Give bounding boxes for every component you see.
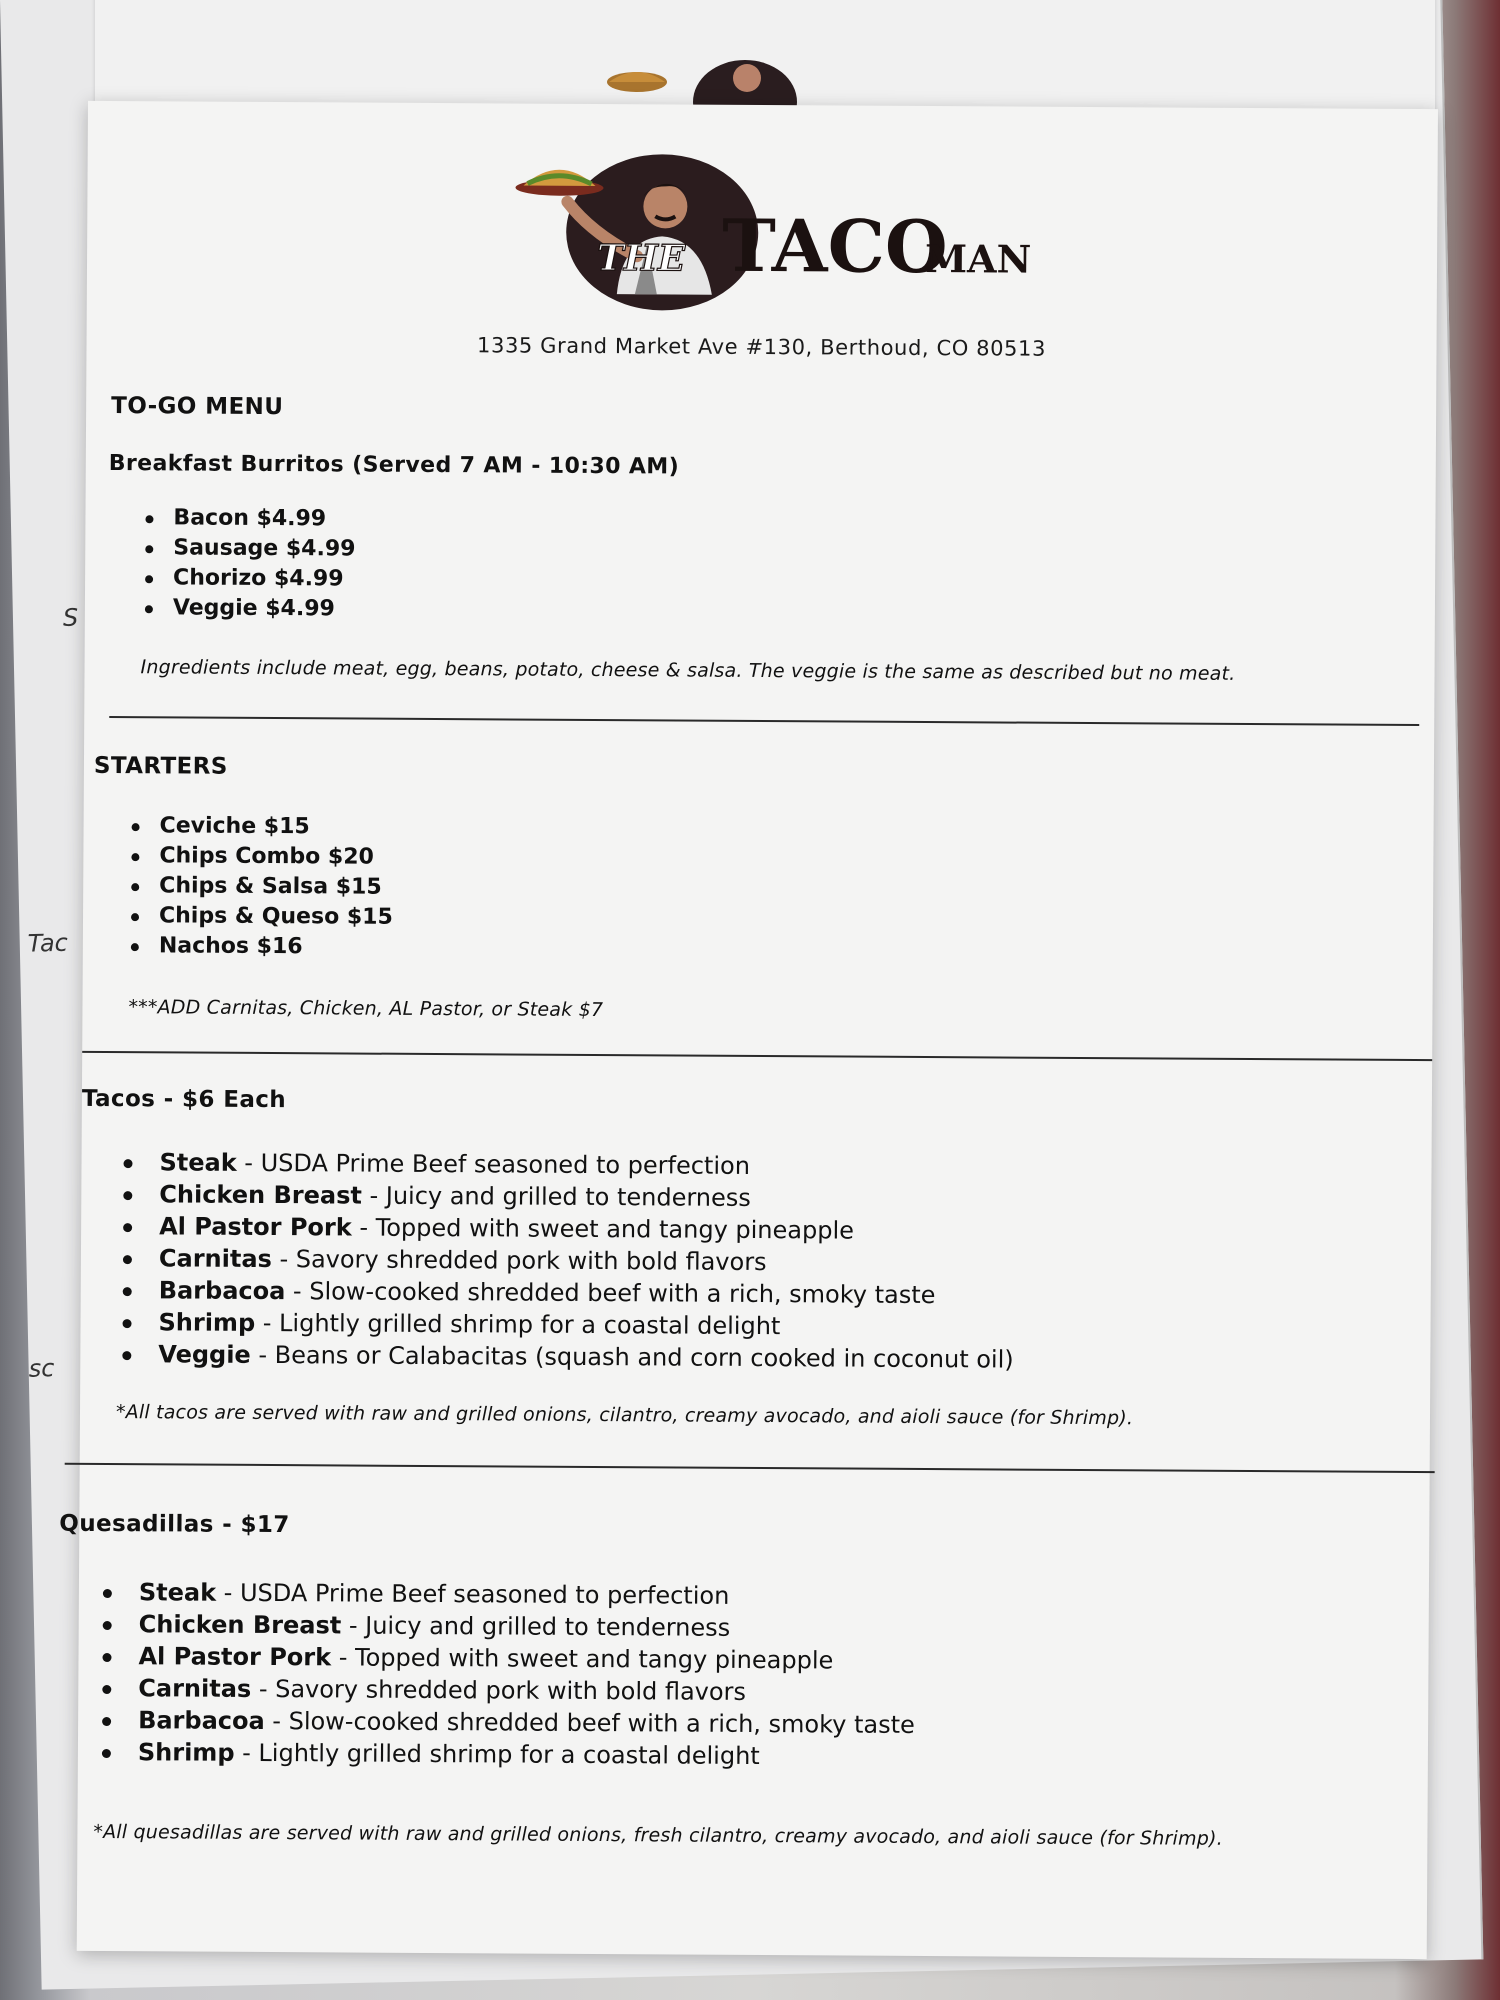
logo-word-the: THE [596,236,686,280]
list-item: Chips Combo $20 [127,841,393,873]
quesadillas-title: Quesadillas - $17 [59,1510,290,1539]
list-item: Veggie $4.99 [141,593,355,624]
quesadillas-list [98,1576,916,1773]
taco-item: Chicken Breast - Juicy and grilled to tenderness [119,1178,1015,1215]
breakfast-note: Ingredients include meat, egg, beans, potato, cheese & salsa. The veggie is the same as described but no meat. [140,656,1236,685]
togo-menu-title: TO-GO MENU [111,393,284,421]
quesadilla-item: Carnitas - Savory shredded pork with bold flavors [98,1672,915,1709]
tacos-note: *All tacos are served with raw and grilled onions, cilantro, creamy avocado, and aioli sauce (for Shrimp). [115,1401,1134,1430]
restaurant-address: 1335 Grand Market Ave #130, Berthoud, CO 80513 [477,333,1047,361]
taco-man-logo-back [595,40,810,110]
quesadilla-item: Steak - USDA Prime Beef seasoned to perfection [99,1576,916,1613]
quesadilla-item: Shrimp - Lightly grilled shrimp for a coastal delight [98,1736,915,1773]
taco-item: Shrimp - Lightly grilled shrimp for a coastal delight [118,1306,1014,1343]
taco-item: Al Pastor Pork - Topped with sweet and tangy pineapple [119,1210,1015,1247]
taco-item: Veggie - Beans or Calabacitas (squash and corn cooked in coconut oil) [118,1338,1014,1375]
starters-list [127,811,394,963]
list-item: Chorizo $4.99 [141,563,355,594]
logo-word-taco: TACO [721,202,948,290]
divider [82,1051,1432,1061]
taco-item: Carnitas - Savory shredded pork with bold flavors [119,1242,1015,1279]
back-sheet-text: Tac [27,928,69,958]
quesadilla-item: Al Pastor Pork - Topped with sweet and tangy pineapple [98,1640,915,1677]
divider [65,1463,1435,1473]
list-item: Ceviche $15 [127,811,393,843]
starters-note: ***ADD Carnitas, Chicken, AL Pastor, or Steak $7 [128,996,604,1022]
list-item: Bacon $4.99 [141,503,355,534]
taco-man-logo [497,143,1038,316]
starters-title: STARTERS [93,752,228,780]
logo-face [643,184,687,228]
back-sheet-text: S [62,603,79,632]
quesadilla-item: Chicken Breast - Juicy and grilled to tenderness [99,1608,916,1645]
tacos-title: Tacos - $6 Each [81,1085,287,1114]
list-item: Sausage $4.99 [141,533,355,564]
divider [109,716,1419,726]
breakfast-list [141,503,356,624]
taco-item: Steak - USDA Prime Beef seasoned to perfection [119,1146,1015,1183]
taco-item: Barbacoa - Slow-cooked shredded beef with a rich, smoky taste [119,1274,1015,1311]
quesadillas-note: *All quesadillas are served with raw and grilled onions, fresh cilantro, creamy avocado, and aioli sauce (for Shrimp). [93,1820,1223,1850]
breakfast-title: Breakfast Burritos (Served 7 AM - 10:30 AM) [108,451,680,480]
list-item: Nachos $16 [127,931,393,963]
back-sheet-text: sc [28,1354,55,1383]
tacos-list [118,1146,1015,1375]
list-item: Chips & Queso $15 [127,901,393,933]
list-item: Chips & Salsa $15 [127,871,393,903]
quesadilla-item: Barbacoa - Slow-cooked shredded beef with a rich, smoky taste [98,1704,915,1741]
logo-word-man: MAN [924,235,1032,282]
menu-sheet [59,101,1438,1959]
